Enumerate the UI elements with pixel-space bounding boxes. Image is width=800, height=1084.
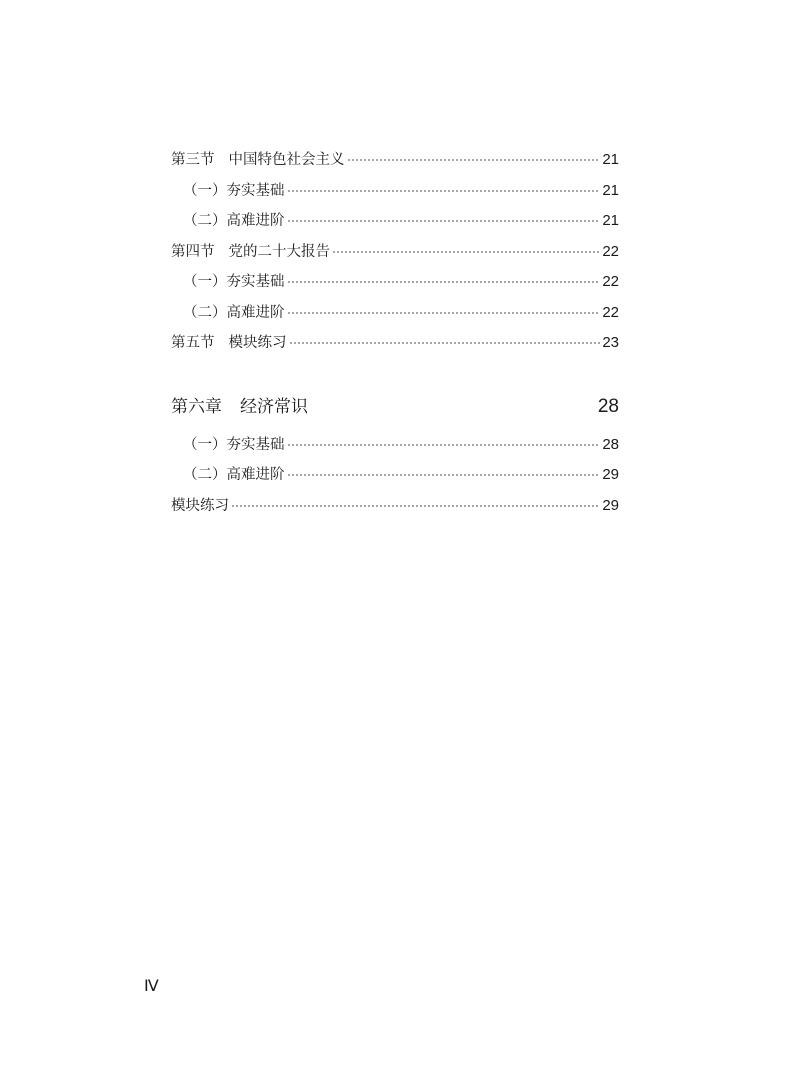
dot-leader: [287, 312, 601, 314]
toc-entry-chapter-6-item-1[interactable]: [171, 430, 619, 461]
page-number: 29: [602, 466, 619, 483]
chapter-number: 第六章: [171, 396, 222, 417]
dot-leader: [287, 220, 601, 222]
chapter-page-number: 28: [597, 395, 619, 417]
dot-leader: [287, 190, 601, 192]
page-number: 28: [602, 435, 619, 453]
section-number: 第五节: [171, 335, 215, 351]
page-number: 22: [602, 242, 619, 260]
entry-label: （二）高难进阶: [183, 467, 285, 483]
toc-entry-section-4-item-1[interactable]: [171, 267, 619, 298]
section-number: 第四节: [171, 243, 215, 260]
section-title: 中国特色社会主义: [228, 152, 345, 168]
dot-leader: [287, 281, 601, 283]
entry-label: （一）夯实基础: [183, 182, 285, 199]
toc-entry-section-4[interactable]: [171, 237, 619, 268]
entry-label: （二）高难进阶: [183, 213, 285, 229]
toc-entry-section-3-item-2[interactable]: [171, 206, 619, 237]
page-number: 22: [602, 303, 619, 321]
toc-entry-section-5[interactable]: [171, 328, 619, 359]
page-number: 21: [602, 151, 619, 168]
section-title: 模块练习: [228, 335, 287, 351]
page-number: 29: [602, 496, 619, 514]
page-number: 22: [602, 273, 619, 290]
toc-entry-section-3-item-1[interactable]: [171, 176, 619, 207]
chapter-title: 经济常识: [240, 396, 308, 417]
section-number: 第三节: [171, 152, 215, 168]
folio-page-number: Ⅳ: [144, 978, 159, 995]
toc-entry-section-3[interactable]: [171, 145, 619, 176]
dot-leader: [287, 474, 601, 476]
toc-entry-chapter-6-item-2[interactable]: [171, 460, 619, 491]
toc-chapter-6[interactable]: [171, 392, 619, 418]
section-title: 党的二十大报告: [228, 243, 330, 260]
entry-label: （一）夯实基础: [183, 436, 285, 453]
entry-label: （二）高难进阶: [183, 304, 285, 321]
dot-leader: [332, 251, 600, 253]
table-of-contents: [171, 145, 619, 521]
page-number: 21: [602, 181, 619, 199]
dot-leader: [289, 342, 601, 344]
dot-leader: [231, 505, 600, 507]
page-number: 23: [602, 334, 619, 351]
entry-label: 模块练习: [171, 497, 229, 514]
toc-entry-chapter-6-practice[interactable]: [171, 491, 619, 522]
dot-leader: [287, 444, 601, 446]
toc-entry-section-4-item-2[interactable]: [171, 298, 619, 329]
page-number: 21: [602, 212, 619, 229]
dot-leader: [347, 159, 601, 161]
entry-label: （一）夯实基础: [183, 274, 285, 290]
